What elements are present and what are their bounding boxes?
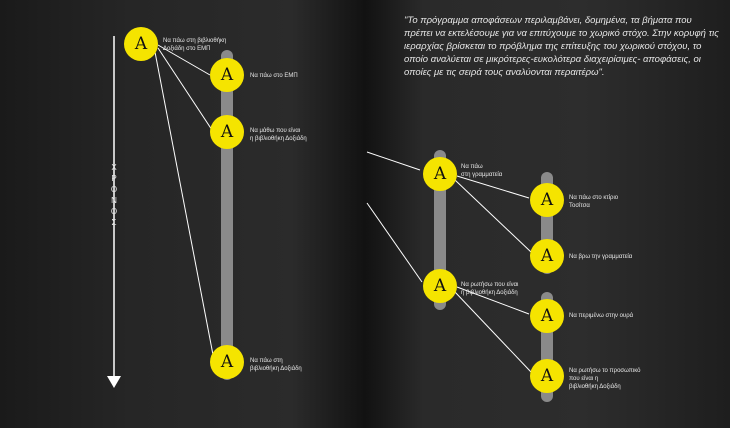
step-node-1: A xyxy=(210,58,244,92)
left-timeline-bar xyxy=(221,50,233,380)
root-label: Να πάω στη βιβλιοθήκη Δοξιάδη στο ΕΜΠ xyxy=(163,38,227,52)
connector-main1-sub1 xyxy=(457,176,529,198)
time-axis-label: Χ Ρ Ο Ν Ο Σ xyxy=(110,163,118,227)
connector-in-main2 xyxy=(367,203,422,282)
connector-in-main1 xyxy=(367,152,420,170)
sub-label-3: Να περιμένω στην ουρά xyxy=(569,313,634,319)
step-node-2: A xyxy=(210,115,244,149)
sub-node-1: A xyxy=(530,183,564,217)
main-label-2: Να ρωτήσω που είναι η βιβλιοθήκη Δοξιάδη xyxy=(461,282,519,296)
main-label-1: Να πάω στη γραμματεία xyxy=(461,164,503,178)
sub-node-3: A xyxy=(530,299,564,333)
connector-root-step3 xyxy=(155,52,214,360)
step-node-3: A xyxy=(210,345,244,379)
sub-label-1: Να πάω στο κτίριο Τοσίτσα xyxy=(569,195,619,209)
connector-main2-sub4 xyxy=(455,292,531,372)
sub-node-4: A xyxy=(530,359,564,393)
time-axis-arrowhead xyxy=(107,376,121,388)
sub-label-4: Να ρωτήσω το προσωπικό που είναι η βιβλιοθήκη Δοξιάδη xyxy=(569,368,641,390)
quote-text: "Το πρόγραμμα αποφάσεων περιλαμβάνει, δομημένα, τα βήματα που πρέπει να εκτελέσουμε για να επιτύχουμε το χωρικό στόχο. Στην κορυφή τις ιεραρχίας βρίσκεται το πρόβλημα της επίτευξης του χωρικού στόχου, το οποίο αναλύεται σε μικρότερες-ευκολότερα διαχειρίσιμες- αποφάσεις, οι οποίες με τις σειρά τους αναλύονται περαιτέρω". xyxy=(404,15,719,78)
sub-node-2: A xyxy=(530,239,564,273)
main-node-2: A xyxy=(423,269,457,303)
root-node: A xyxy=(124,27,158,61)
connector-main1-sub2 xyxy=(455,180,531,252)
sub-label-2: Να βρω την γραμματεία xyxy=(569,254,633,260)
step-label-2: Να μάθω που είναι η βιβλιοθήκη Δοξιάδη xyxy=(250,128,307,142)
step-label-3: Να πάω στη βιβλιοθήκη Δοξιάδη xyxy=(250,358,302,372)
step-label-1: Να πάω στο ΕΜΠ xyxy=(250,73,298,79)
main-node-1: A xyxy=(423,157,457,191)
